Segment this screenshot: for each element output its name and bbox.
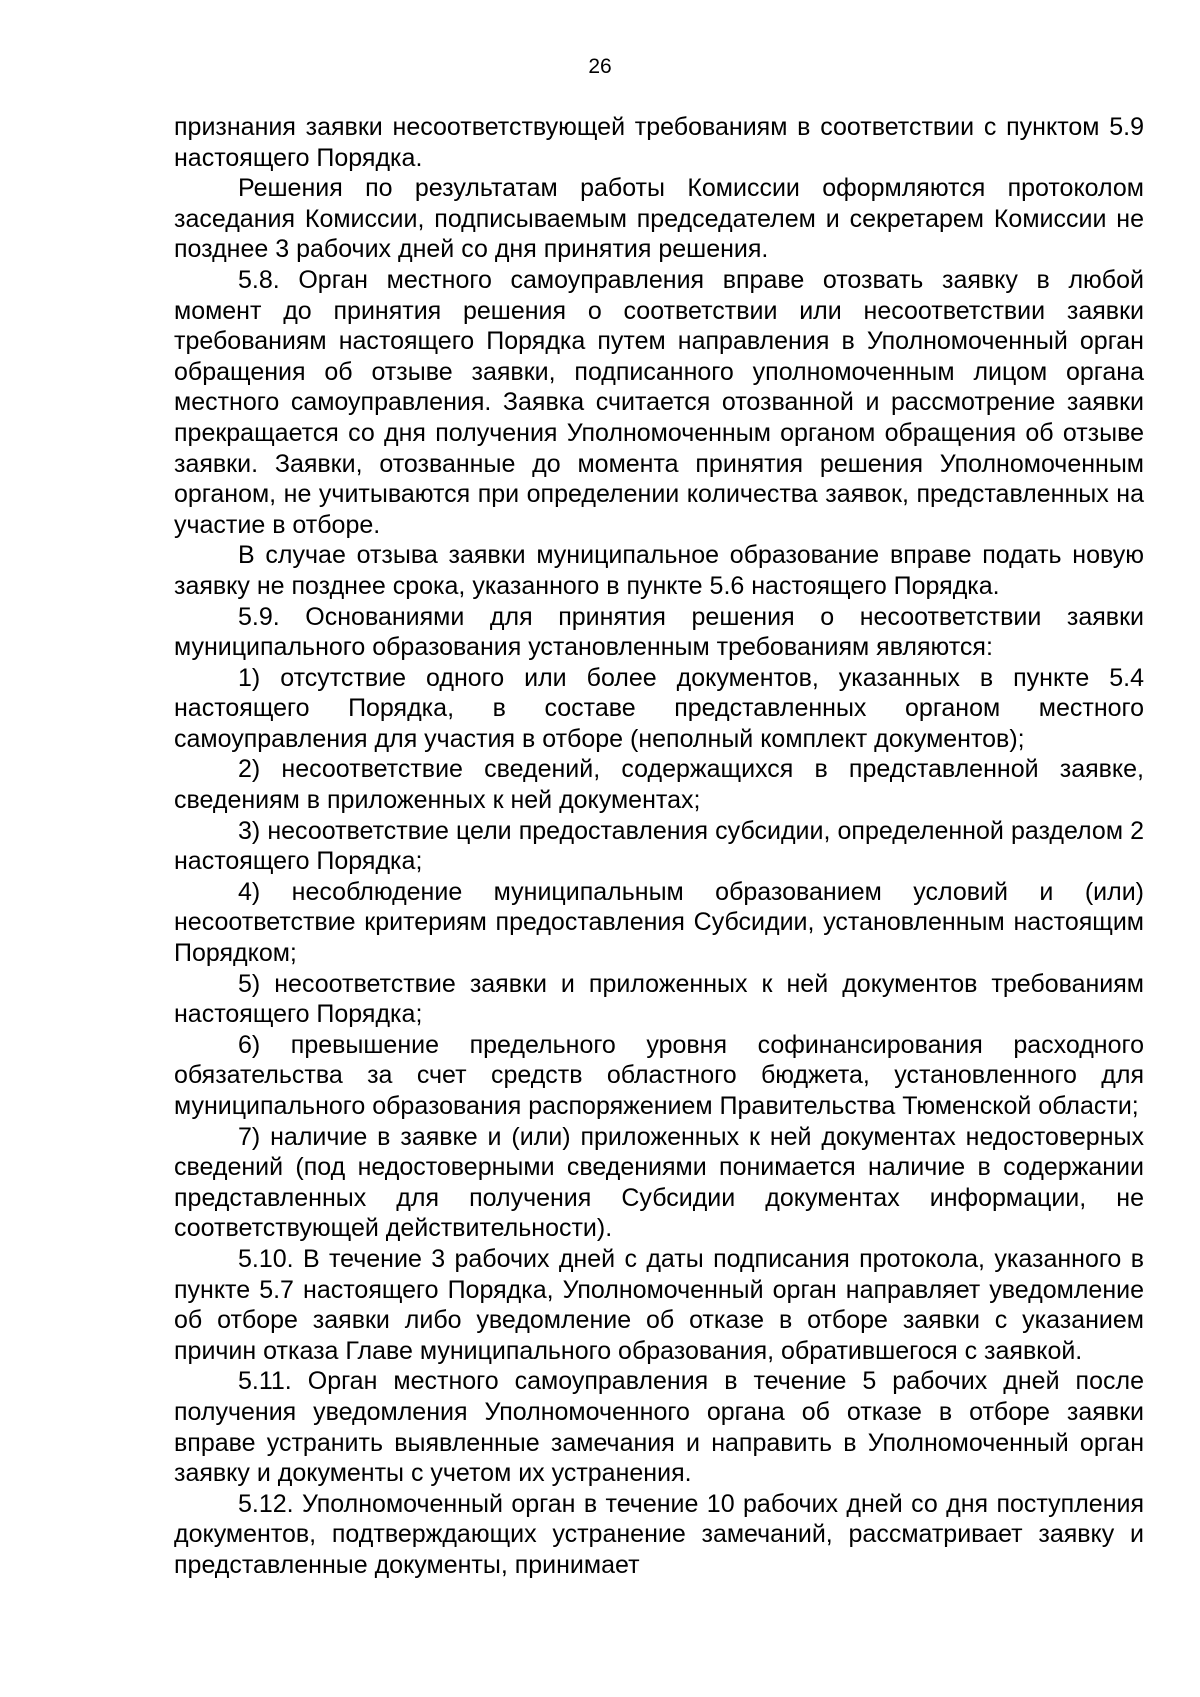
- paragraph: 5.11. Орган местного самоуправления в течение 5 рабочих дней после получения уведомления Уполномоченного органа об отказе в отборе заявки вправе устранить выявленные замечания и направить в Уполномоченный орган заявку и документы с учетом их устранения.: [174, 1367, 1144, 1488]
- paragraph: 4) несоблюдение муниципальным образованием условий и (или) несоответствие критериям предоставления Субсидии, установленным настоящим Порядком;: [174, 877, 1144, 968]
- paragraph: 3) несоответствие цели предоставления субсидии, определенной разделом 2 настоящего Порядка;: [174, 816, 1144, 876]
- paragraph: В случае отзыва заявки муниципальное образование вправе подать новую заявку не позднее срока, указанного в пункте 5.6 настоящего Порядка.: [174, 541, 1144, 600]
- paragraph: 5.12. Уполномоченный орган в течение 10 рабочих дней со дня поступления документов, подтверждающих устранение замечаний, рассматривает заявку и представленные документы, принимает: [174, 1489, 1144, 1579]
- paragraph: 7) наличие в заявке и (или) приложенных к ней документах недостоверных сведений (под недостоверными сведениями понимается наличие в содержании представленных для получения Субсидии документах информации, не соответствующей действительности).: [174, 1122, 1144, 1243]
- paragraph: 2) несоответствие сведений, содержащихся в представленной заявке, сведениям в приложенных к ней документах;: [174, 755, 1144, 815]
- paragraph: Решения по результатам работы Комиссии оформляются протоколом заседания Комиссии, подписываемым председателем и секретарем Комиссии не позднее 3 рабочих дней со дня принятия решения.: [174, 174, 1144, 264]
- paragraph: 5.10. В течение 3 рабочих дней с даты подписания протокола, указанного в пункте 5.7 настоящего Порядка, Уполномоченный орган направляет уведомление об отборе заявки либо уведомление об отказе в отборе заявки с указанием причин отказа Главе муниципального образования, обратившегося с заявкой.: [174, 1244, 1144, 1365]
- paragraph: 5) несоответствие заявки и приложенных к ней документов требованиям настоящего Порядка;: [174, 969, 1144, 1029]
- paragraph: 6) превышение предельного уровня софинансирования расходного обязательства за счет средств областного бюджета, установленного для муниципального образования распоряжением Правительства Тюменской области;: [174, 1030, 1144, 1120]
- paragraph: признания заявки несоответствующей требованиям в соответствии с пунктом 5.9 настоящего Порядка.: [174, 113, 1144, 172]
- paragraph: 5.8. Орган местного самоуправления вправе отозвать заявку в любой момент до принятия решения о соответствии или несоответствии заявки требованиям настоящего Порядка путем направления в Уполномоченный орган обращения об отзыве заявки, подписанного уполномоченным лицом органа местного самоуправления. Заявка считается отозванной и рассмотрение заявки прекращается со дня получения Уполномоченным органом обращения об отзыве заявки. Заявки, отозванные до момента принятия решения Уполномоченным органом, не учитываются при определении количества заявок, представленных на участие в отборе.: [174, 265, 1144, 539]
- page-number: 26: [588, 55, 612, 78]
- paragraph: 5.9. Основаниями для принятия решения о несоответствии заявки муниципального образования установленным требованиям являются:: [174, 602, 1144, 662]
- paragraph: 1) отсутствие одного или более документов, указанных в пункте 5.4 настоящего Порядка, в составе представленных органом местного самоуправления для участия в отборе (неполный комплект документов);: [174, 663, 1144, 753]
- document-body: [174, 112, 1144, 1581]
